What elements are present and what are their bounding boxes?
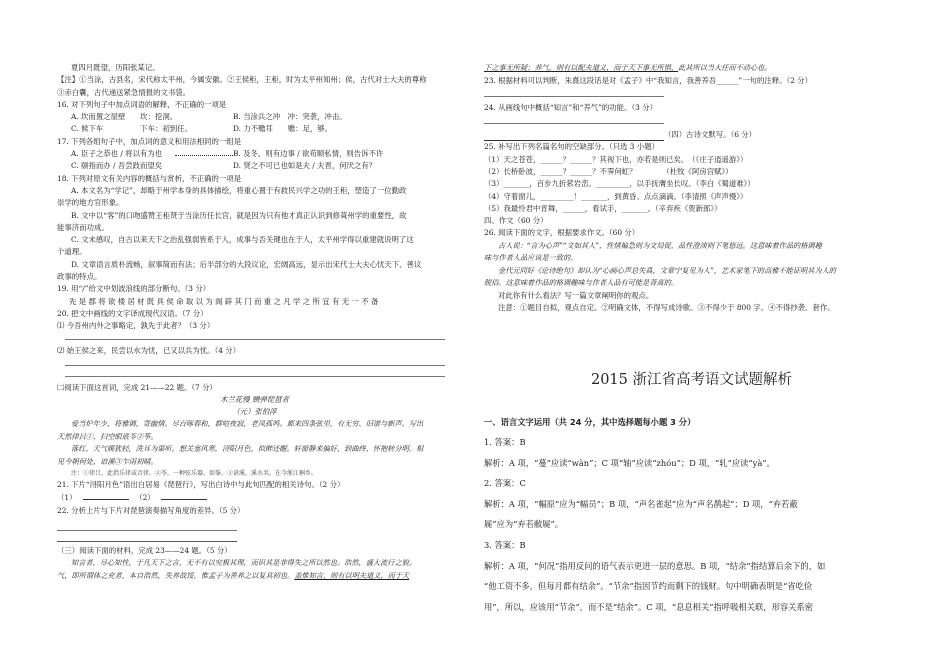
question-17-options-row [57, 160, 452, 172]
analysis-title: 2015 浙江省高考语文试题解析 [590, 372, 792, 388]
option-d-line: D. 文章语言质朴流畅，叙事简而有法；后半部分的大段议论，宏阔高远，显示出宋代士大夫心忧天下、善议 [71, 259, 422, 269]
answer-line: 1. 答案：B [484, 437, 526, 447]
question-25-item: （2）长桥卧波，______？______？不霁何虹？ （杜牧《阿房宫赋》） [484, 166, 733, 176]
answer-line[interactable] [65, 376, 445, 377]
answer-line[interactable] [484, 96, 664, 97]
poem-author: （元）张伯淳 [232, 407, 277, 417]
question-25-stem: 25. 补写出下列名篇名句的空缺部分。（只选 3 小题） [484, 142, 660, 152]
question-25-item: （5）我最怜君中宵舞，______，看试手，_______。（辛弃疾《贺新郎》） [484, 203, 722, 213]
essay-prompt-line: 对此你有什么看法？写一篇文章阐明你的观点。 [498, 290, 654, 300]
option-a: A. 坎而置之屋壁 坎：挖洞。 [71, 112, 178, 122]
answer-line: 3. 答案：B [484, 539, 526, 550]
right-column [484, 62, 899, 314]
answer-blank[interactable] [83, 491, 129, 500]
question-17-options-row [57, 148, 452, 160]
explanation-line: 解析：A 项，“蔓”应读“wàn”；C 项“轴”应读“zhóu”；D 项，“轧”应读“yà”。 [484, 457, 775, 468]
option-a-line: 崇学的地方官形象。 [57, 198, 124, 208]
material-line: 下之事无所疑；养气，则有以配夫道义，而于天下事无所惧，此其所以当大任而不动心也。 [484, 63, 772, 72]
section-3-heading: （三）阅读下面的材料，完成 23——24 题。（5 分） [57, 546, 232, 556]
text-line: 夏四月既望，历阳张某记。 [71, 63, 160, 72]
option-a: A. 臣子之恭也 / 将以有为也 [71, 149, 163, 159]
option-c-line: C. 文末感叹，自古以来天下之治乱强弱皆系于人，成事与否关键也在于人，太平州学得以重建就说明了这 [71, 235, 414, 245]
explanation-line: 解析：A 项，“何况”指用反问的语气表示更进一层的意思。B 项，“结余”指结算后余下的，如 [484, 560, 826, 571]
section-4-row [484, 129, 899, 141]
blank-label: （1） [57, 493, 77, 503]
question-21-stem: 21. 下片“浔阳月色”语出白居易《琵琶行》，写出白诗中与此句匹配的相关诗句。（2 分） [57, 480, 345, 490]
explanation-line: 用”，所以，应该用“节余”，而不是“结余”。C 项，“息息相关”指呼吸相关联，形容关系密 [484, 601, 814, 612]
analysis-section-heading: 一、语言文字运用（共 24 分，其中选择题每小题 3 分） [484, 417, 696, 427]
question-21-blanks [57, 491, 452, 504]
poem-line: 落红。天气暖犹轻，洗耳为渠听。想关塞风寒，浔阳月色，似醉还醒。轩窗静来偏好，到曲终、怀抱转分明。相 [71, 444, 424, 454]
answer-line[interactable] [484, 132, 664, 141]
section-essay-heading: 四、作文（60 分） [484, 216, 548, 226]
question-20-sub2: ⑵ 始王侯之来，民尝以水为忧，已又以兵为忧。（4 分） [57, 345, 241, 355]
option-b-line: B. 文中以“客”的口吻盛赞王秬贤于当涂历任长官，就是因为只有他才真正认识到修葺州学的重要性，故 [71, 210, 407, 220]
question-16-stem: 16. 对下列句子中加点词语的解释，不正确的一项是 [57, 99, 227, 109]
section-4-heading: （四）古诗文默写。（6 分） [664, 130, 757, 140]
left-column [57, 62, 452, 582]
option-b: B. 当涂兵之冲 冲：突袭，冲击。 [233, 112, 347, 122]
essay-prompt-line: 古人说：“言为心声”“文如其人”，性情褊急则为文局促，品性澄淡则下笔悠远。这意味着作品的格调趣 [498, 240, 822, 250]
essay-requirements: 注意：①题目自拟，观点自定。②明确文体，不得写成诗歌。③不得少于 800 字。④不得抄袭、套作。 [498, 303, 835, 313]
essay-prompt-line: 金代元同好《论诗绝句》却认为“心画心声总失真，文章宁复见为人”，艺术家笔下的高雅不能证明其为人的 [498, 265, 836, 275]
answer-line[interactable] [57, 541, 237, 542]
option-d: D. 贤之不可已也如是夫 / 夫晋，何厌之有？ [233, 161, 377, 171]
essay-prompt-line: 味与作者人品应该是一致的。 [484, 253, 578, 263]
underlined-sentence: 下之事无所疑；养气，则有以配夫道义，而于天下事无所惧， [484, 63, 679, 72]
question-20-sub1: ⑴ 今吾州内外之事略定，孰先于此者？（3 分） [57, 321, 215, 331]
question-22-stem: 22. 分析上片与下片对琵琶演奏描写角度的差异。（5 分） [57, 505, 245, 515]
dotted-leader [175, 148, 233, 160]
poem-note: 注：①律吕，此指乐律或音律。②苓，一种弦乐器，如筝。③谙溪，溪水名，在今浙江桐乡。 [71, 470, 318, 478]
explanation-line: 解析：A 项，“幅原”应为“幅员”；B 项，“声名雀起”应为“声名鹊起”；D 项，“弃若蔽 [484, 498, 798, 509]
answer-line[interactable] [65, 339, 445, 340]
annotation-note: ③赤白囊，古代递送紧急情报的文书袋。 [57, 87, 191, 97]
option-c-line: 个道理。 [57, 247, 87, 257]
answer-line[interactable] [484, 123, 664, 124]
option-d-line: 政事的特点。 [57, 272, 102, 282]
question-26-stem: 26. 阅读下面的文字，根据要求作文。（60 分） [484, 228, 640, 238]
question-16-options-row [57, 111, 452, 123]
option-c: C. 颐指而办 / 吾尝跂而望矣 [71, 161, 163, 171]
poem-line: 见今朝何处，谙溪③乍雨初晴。 [57, 456, 158, 466]
answer-blank[interactable] [161, 491, 207, 500]
essay-prompt-line: 脱俗。这意味着作品的格调趣味与作者人品有可能是背离的。 [484, 278, 679, 288]
explanation-line: 屣”应为“弃若敝屣”。 [484, 519, 564, 530]
answer-line[interactable] [65, 365, 445, 366]
question-17-stem: 17. 下列各组句子中，加点词的意义和用法相同的一组是 [57, 136, 242, 146]
question-25-item: （4）守着窗儿，_________！_______，到黄昏、点点滴滴。（李清照《声声慢》） [484, 191, 748, 201]
blank-label: （2） [135, 493, 155, 503]
analysis-section [484, 412, 899, 617]
section-2-heading: ㈡阅读下面这首词，完成 21——22 题。（7 分） [57, 382, 217, 392]
question-20-stem: 20. 把文中画线的文字译成现代汉语。（7 分） [57, 308, 208, 318]
poem-line: 天然律吕①，扫空眼底苓②筝。 [57, 431, 158, 441]
question-19-stem: 19. 用“/”给文中划波浪线的部分断句。（3 分） [57, 284, 211, 294]
question-25-item: （3）_______，百步九折萦岩峦。_________，以手抚膺坐长叹。（李白《蜀道难》） [484, 179, 755, 189]
answer-line[interactable] [57, 530, 237, 531]
question-23-stem: 23. 根据材料可以判断，朱熹这段话是对《孟子》中“我知言，我善养吾______”一句的注释。（2 分） [484, 75, 813, 85]
question-25-item: （1）天之苍苍，______？______？其视下也，亦若是则已矣。 （《庄子逍遥游》） [484, 154, 748, 164]
question-18-stem: 18. 下列对原文有关内容的概括与赏析，不正确的一项是 [57, 173, 242, 183]
option-d: D. 力不赡耳 赡：足，够。 [233, 124, 333, 134]
material-line: 知言者，尽心知性，于凡天下之言，无不有以究极其理，而识其是非得失之所以然也。浩然，盛大流行之貌。 [71, 558, 417, 568]
option-a-line: A. 本文名为“学记”，却略于州学本身的具体描绘，将重心置于有救民兴学之功的王秬，塑造了一位勤政 [71, 185, 407, 195]
option-c: C. 候下车 下车：初到任。 [71, 124, 192, 134]
material-line: 气，即所谓体之充者，本自浩然，失养故馁，惟孟子为善养之以复其初也。盖惟知言，则有以明夫道义，而于天 [57, 570, 410, 580]
question-24-stem: 24. 从画线句中概括“知言”和“养气”的功能。（3 分） [484, 102, 657, 112]
question-19-text: 先 是 郡 将 欲 楼 居 材 既 具 侯 命 取 以 为 阁 辟 其 门 而 重 之 凡 学 之 所 宜 有 无 一 不 备 [69, 296, 379, 306]
question-16-options-row [57, 123, 452, 135]
poem-line: 爱当炉年少，将雅调，寄幽情。尽百啄春和，群喧夜寂，老凤孤鸣。都来四条弦里，有无穷、旧谱与新声。写出 [71, 419, 424, 429]
annotation-note: 【注】①当涂，古县名，宋代称太平州，今属安徽。②王侯秬，王秬，时为太平州知州；侯，古代对士大夫的尊称 [57, 75, 427, 85]
answer-line: 2. 答案：C [484, 478, 526, 489]
underlined-sentence: 盖惟知言，则有以明夫道义，而于天 [294, 570, 410, 580]
poem-title: 木兰花慢 赠弹琵琶者 [220, 395, 289, 405]
option-b-line: 能事济而功成。 [57, 222, 109, 232]
option-b: B. 及冬，则有边事 / 欲苟顺私情，则告诉不许 [233, 149, 384, 159]
explanation-line: “他工资不多，但每月都有结余”。“节余”指因节约而剩下的钱财。句中明确表明是“省吃俭 [484, 581, 813, 592]
